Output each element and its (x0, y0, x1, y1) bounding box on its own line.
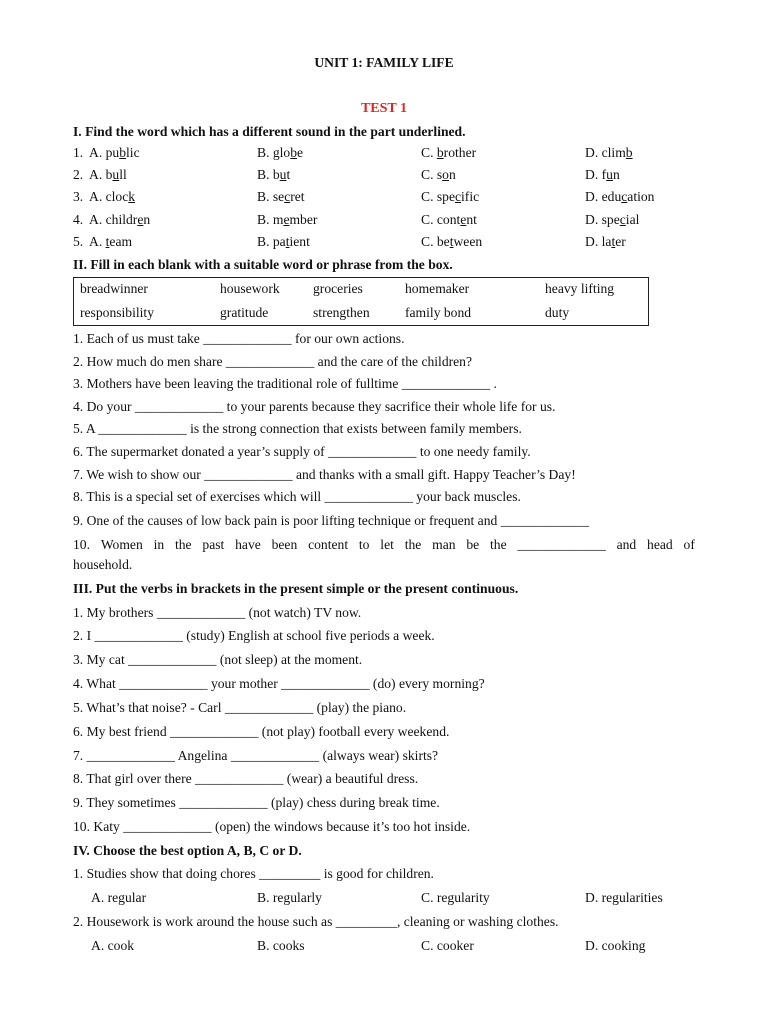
underlined-part: e (460, 212, 467, 227)
option-text: ll (119, 167, 127, 182)
option-text: ation (627, 189, 655, 204)
option-c (421, 145, 476, 161)
option-text: n (143, 212, 151, 227)
box-word: breadwinner (80, 281, 148, 296)
exercise-item: 4. Do your _____________ to your parents because they sacrifice their whole life for us. (73, 399, 556, 414)
option-text: B. b (257, 167, 280, 182)
option-text: A. b (89, 167, 113, 182)
exercise-item: 2. How much do men share _____________ and the care of the children? (73, 354, 473, 369)
underlined-part: b (625, 145, 633, 160)
underlined-part: b (436, 145, 444, 160)
item-10-word: been (271, 537, 298, 552)
item-10-word: Women (100, 537, 143, 552)
box-word: heavy lifting (545, 281, 615, 296)
box-word: homemaker (405, 281, 470, 296)
underlined-part: c (454, 189, 462, 204)
box-word: gratitude (220, 305, 269, 320)
underlined-part: u (606, 167, 613, 182)
option-d (585, 145, 633, 161)
option-text: mber (289, 212, 318, 227)
option-d (585, 167, 620, 183)
option-b: B. regularly (257, 890, 322, 905)
box-word: groceries (313, 281, 363, 296)
option-text: eam (109, 234, 133, 249)
underlined-part: t (105, 234, 110, 249)
underlined-part: u (279, 167, 287, 182)
section-2-heading: II. Fill in each blank with a suitable word or phrase from the box. (73, 257, 453, 272)
item-10-word: the (174, 537, 192, 552)
exercise-item: 9. One of the causes of low back pain is poor lifting technique or frequent and _____________ (73, 513, 590, 528)
option-text: lic (126, 145, 140, 160)
item-10-word: head (647, 537, 673, 552)
option-text: D. clim (585, 145, 626, 160)
option-a (89, 234, 132, 250)
exercise-item: 10. Katy _____________ (open) the windows because it’s too hot inside. (73, 819, 471, 834)
row-number: 5. (73, 234, 84, 249)
underlined-part: b (290, 145, 298, 160)
option-d (585, 234, 626, 250)
section-3-heading: III. Put the verbs in brackets in the present simple or the present continuous. (73, 581, 519, 596)
underlined-part: t (611, 234, 616, 249)
underlined-part: k (128, 189, 136, 204)
option-a (89, 189, 135, 205)
option-b: B. cooks (257, 938, 305, 953)
option-b (257, 234, 310, 250)
option-a: A. regular (91, 890, 147, 905)
underlined-part: e (137, 212, 144, 227)
option-b (257, 145, 303, 161)
option-text: C. s (421, 167, 443, 182)
item-10-word: content (308, 537, 349, 552)
option-d: D. regularities (585, 890, 663, 905)
exercise-item: 1. Each of us must take _____________ for our own actions. (73, 331, 405, 346)
option-c (421, 212, 477, 228)
exercise-item: 8. That girl over there _____________ (wear) a beautiful dress. (73, 771, 419, 786)
option-text: C. spe (421, 189, 455, 204)
option-text: A. cloc (89, 189, 129, 204)
underlined-part: o (442, 167, 449, 182)
option-text: D. spe (585, 212, 620, 227)
box-word: family bond (405, 305, 472, 320)
item-10-word: in (153, 537, 165, 552)
underlined-part: t (285, 234, 290, 249)
question-1: 1. Studies show that doing chores _________ is good for children. (73, 866, 434, 881)
item-10-word: have (235, 537, 261, 552)
row-number: 2. (73, 167, 84, 182)
option-text: C. be (421, 234, 450, 249)
row-number: 4. (73, 212, 84, 227)
option-text: ial (625, 212, 640, 227)
option-a (89, 145, 140, 161)
underlined-part: u (112, 167, 120, 182)
item-10-word: let (380, 537, 394, 552)
option-text: nt (466, 212, 477, 227)
option-a: A. cook (91, 938, 135, 953)
option-text: ret (290, 189, 305, 204)
item-10-word: and (616, 537, 637, 552)
option-text: D. f (585, 167, 607, 182)
exercise-item: 5. What’s that noise? - Carl _____________ (play) the piano. (73, 700, 407, 715)
exercise-item: 5. A _____________ is the strong connection that exists between family members. (73, 421, 522, 436)
option-text: B. glo (257, 145, 291, 160)
option-text: D. edu (585, 189, 622, 204)
option-text: A. childr (89, 212, 138, 227)
item-10-word: of (683, 537, 695, 552)
option-c (421, 189, 479, 205)
option-d: D. cooking (585, 938, 646, 953)
section-4-heading: IV. Choose the best option A, B, C or D. (73, 843, 302, 858)
box-word: duty (545, 305, 570, 320)
question-2: 2. Housework is work around the house such as _________, cleaning or washing clothes. (73, 914, 559, 929)
item-10-word: past (202, 537, 225, 552)
item-10-word: be (466, 537, 480, 552)
underlined-part: c (621, 189, 628, 204)
exercise-item-10 (73, 537, 695, 553)
option-text: C. (421, 145, 437, 160)
exercise-item: 2. I _____________ (study) English at school five periods a week. (73, 628, 435, 643)
row-number: 3. (73, 189, 84, 204)
option-text: A. (89, 234, 106, 249)
exercise-item: 6. The supermarket donated a year’s supply of _____________ to one needy family. (73, 444, 531, 459)
option-text: ween (453, 234, 483, 249)
exercise-item: 1. My brothers _____________ (not watch) TV now. (73, 605, 362, 620)
item-10-word: 10. (73, 537, 90, 552)
option-d (585, 189, 654, 205)
option-text: n (448, 167, 456, 182)
exercise-item: 7. We wish to show our _____________ and thanks with a small gift. Happy Teacher’s Day! (73, 467, 576, 482)
option-text: t (286, 167, 291, 182)
exercise-item-10-cont: household. (73, 557, 133, 572)
underlined-part: t (449, 234, 454, 249)
exercise-item: 4. What _____________ your mother _____________ (do) every morning? (73, 676, 485, 691)
option-text: B. se (257, 189, 285, 204)
option-text: rother (443, 145, 477, 160)
option-text: ient (289, 234, 310, 249)
option-text: A. pu (89, 145, 120, 160)
option-c: C. regularity (421, 890, 490, 905)
option-c: C. cooker (421, 938, 474, 953)
option-b (257, 212, 317, 228)
option-c (421, 234, 482, 250)
underlined-part: c (619, 212, 626, 227)
option-text: D. la (585, 234, 612, 249)
option-text: B. m (257, 212, 284, 227)
exercise-item: 3. My cat _____________ (not sleep) at the moment. (73, 652, 363, 667)
exercise-item: 3. Mothers have been leaving the traditional role of fulltime _____________ . (73, 376, 497, 391)
row-number: 1. (73, 145, 84, 160)
item-10-word: man (432, 537, 456, 552)
option-d (585, 212, 639, 228)
option-text: er (615, 234, 626, 249)
option-text: n (612, 167, 620, 182)
option-c (421, 167, 456, 183)
underlined-part: c (284, 189, 291, 204)
exercise-item: 7. _____________ Angelina _____________ (always wear) skirts? (73, 748, 439, 763)
option-text: C. cont (421, 212, 461, 227)
box-word: responsibility (80, 305, 155, 320)
option-a (89, 212, 150, 228)
item-10-word: the (490, 537, 507, 552)
item-10-word: to (358, 537, 370, 552)
option-text: ific (461, 189, 480, 204)
section-1-heading: I. Find the word which has a different sound in the part underlined. (73, 124, 466, 139)
underlined-part: b (119, 145, 127, 160)
item-10-word: the (404, 537, 422, 552)
option-b (257, 167, 290, 183)
exercise-item: 6. My best friend _____________ (not play) football every weekend. (73, 724, 450, 739)
option-b (257, 189, 305, 205)
option-text: e (297, 145, 304, 160)
option-text: B. pa (257, 234, 286, 249)
box-word: strengthen (313, 305, 370, 320)
test-label: TEST 1 (360, 101, 408, 116)
exercise-item: 8. This is a special set of exercises which will _____________ your back muscles. (73, 489, 521, 504)
box-word: housework (220, 281, 280, 296)
underlined-part: e (283, 212, 290, 227)
exercise-item: 9. They sometimes _____________ (play) chess during break time. (73, 795, 440, 810)
page-title: UNIT 1: FAMILY LIFE (314, 55, 454, 70)
option-a (89, 167, 127, 183)
item-10-word: _____________ (517, 537, 606, 552)
